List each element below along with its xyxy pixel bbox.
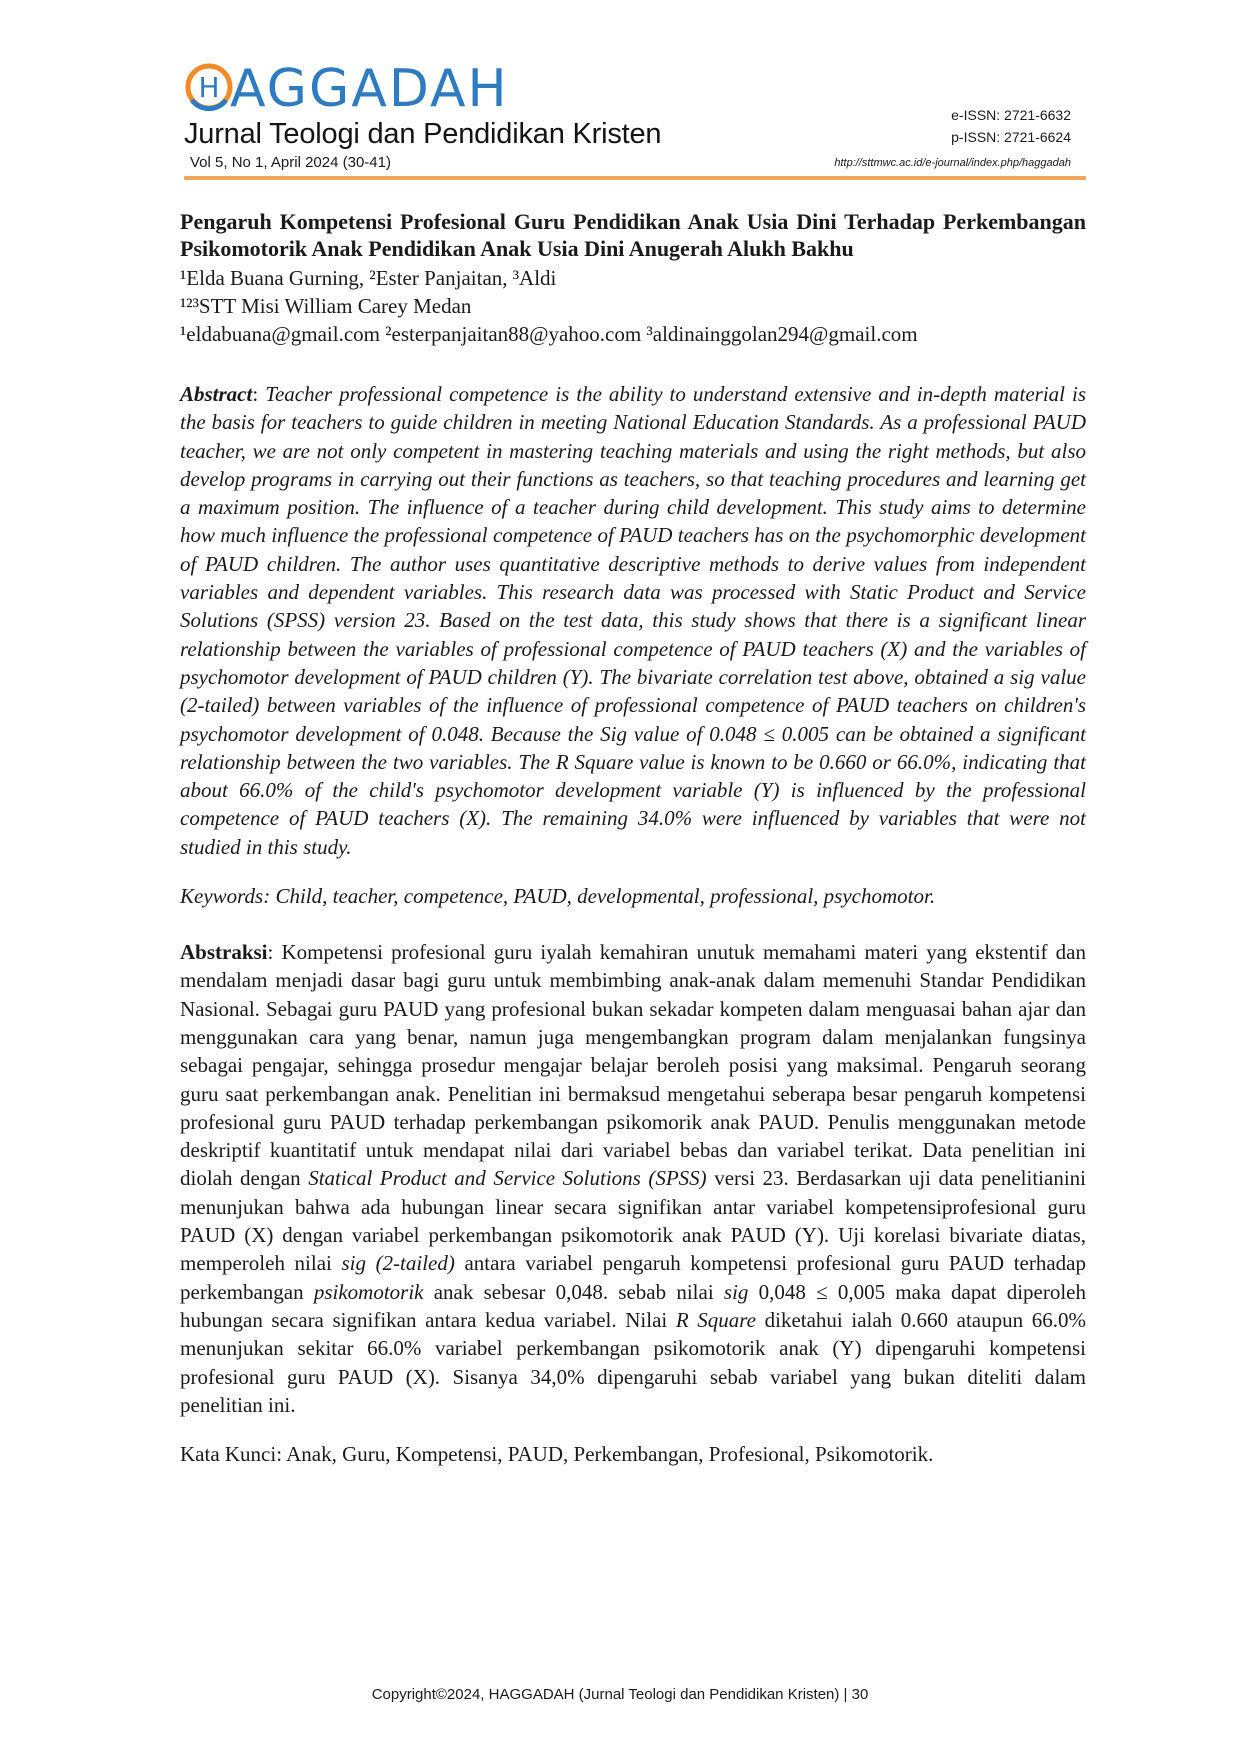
abstract-id-italic-5: R Square [675, 1307, 756, 1332]
eissn: e-ISSN: 2721-6632 [951, 107, 1071, 123]
article-authors: ¹Elda Buana Gurning, ²Ester Panjaitan, ³Aldi [180, 266, 557, 290]
abstract-id-italic-3: psikomotorik [313, 1279, 424, 1304]
logo-wordmark: AGGADAH [230, 59, 509, 119]
abstract-en-label: Abstract [180, 382, 253, 406]
keywords-indonesian: Kata Kunci: Anak, Guru, Kompetensi, PAUD, Perkembangan, Profesional, Psikomotorik. [180, 1442, 934, 1467]
journal-subtitle: Jurnal Teologi dan Pendidikan Kristen [184, 118, 662, 150]
volume-info: Vol 5, No 1, April 2024 (30-41) [190, 154, 391, 171]
article-emails: ¹eldabuana@gmail.com ²esterpanjaitan88@yahoo.com ³aldinainggolan294@gmail.com [180, 322, 918, 346]
abstract-id-text-4: anak sebesar 0,048. sebab nilai [423, 1279, 724, 1304]
pissn: p-ISSN: 2721-6624 [951, 129, 1071, 145]
abstract-id-italic-1: Statical Product and Service Solutions (SPSS) [308, 1166, 707, 1191]
keywords-english: Keywords: Child, teacher, competence, PAUD, developmental, professional, psychomotor. [180, 884, 936, 909]
journal-url[interactable]: http://sttmwc.ac.id/e-journal/index.php/haggadah [834, 157, 1071, 169]
abstract-id-label: Abstraksi [180, 940, 268, 965]
abstract-id-text-5: 0,048 ≤ 0,005 maka dapat diperoleh hubungan secara signifikan antara kedua variabel. Nilai [180, 1279, 1086, 1332]
article-title: Pengaruh Kompetensi Profesional Guru Pendidikan Anak Usia Dini Terhadap Perkembangan Psikomotorik Anak Pendidikan Anak Usia Dini Anugerah Alukh Bakhu [180, 209, 1086, 261]
abstract-en-colon: : [252, 382, 259, 406]
article-body [180, 208, 1086, 1468]
page-footer: Copyright©2024, HAGGADAH (Jurnal Teologi dan Pendidikan Kristen) | 30 [371, 1686, 869, 1703]
abstract-id-italic-2: sig (2-tailed) [341, 1251, 455, 1276]
abstract-id-text-6: diketahui ialah 0.660 ataupun 66.0% menunjukan sekitar 66.0% variabel perkembangan psikomotorik anak (Y) dipengaruhi kompetensi profesional guru PAUD (X). Sisanya 34,0% dipengaruhi sebab variabel yang bukan diteliti dalam penelitian ini. [180, 1307, 1086, 1417]
abstract-en-text: Teacher professional competence is the ability to understand extensive and in-depth material is the basis for teachers to guide children in meeting National Education Standards. As a professional PAUD teacher, we are not only competent in mastering teaching materials and using the right methods, but also develop programs in carrying out their functions as teachers, so that teaching procedures and learning get a maximum position. The influence of a teacher during child development. This study aims to determine how much influence the professional competence of PAUD teachers has on the psychomorphic development of PAUD children. The author uses quantitative descriptive methods to derive values from independent variables and dependent variables. This research data was processed with Static Product and Service Solutions (SPSS) version 23. Based on the test data, this study shows that there is a significant linear relationship between the variables of professional competence of PAUD teachers (X) and the variables of psychomotor development of PAUD children (Y). The bivariate correlation test above, obtained a sig value (2-tailed) between variables of the influence of professional competence of PAUD teachers on children's psychomotor development of 0.048. Because the Sig value of 0.048 ≤ 0.005 can be obtained a significant relationship between the two variables. The R Square value is known to be 0.660 or 66.0%, indicating that about 66.0% of the child's psychomotor development variable (Y) is influenced by the professional competence of PAUD teachers (X). The remaining 34.0% were influenced by variables that were not studied in this study. [180, 382, 1086, 859]
logo-h-circle-icon [184, 62, 234, 112]
abstract-id-text-3: antara variabel pengaruh kompetensi profesional guru PAUD terhadap perkembangan [180, 1251, 1086, 1304]
abstract-id-text-2: versi 23. Berdasarkan uji data penelitianini menunjukan bahwa ada hubungan linear secara signifikan antar variabel kompetensiprofesional guru PAUD (X) dengan variabel perkembangan psikomotorik anak PAUD (Y). Uji korelasi bivariate diatas, memperoleh nilai [180, 1166, 1086, 1276]
abstract-id-italic-4: sig [723, 1279, 749, 1304]
issn-block [951, 104, 1071, 148]
logo-letter: H [198, 71, 220, 104]
abstract-english [180, 380, 1086, 861]
article-affiliation: ¹²³STT Misi William Carey Medan [180, 294, 472, 318]
header-divider [184, 176, 1086, 180]
abstract-id-text-1: : Kompetensi profesional guru iyalah kemahiran unutuk memahami materi yang ekstentif dan mendalam menjadi dasar bagi guru untuk membimbing anak-anak dalam memenuhi Standar Pendidikan Nasional. Sebagai guru PAUD yang profesional bukan sekadar kompeten dalam menguasai bahan ajar dan menggunakan cara yang benar, namun juga mengembangkan program dalam menjalankan fungsinya sebagai pengajar, sehingga prosedur mengajar belajar beroleh posisi yang maksimal. Pengaruh seorang guru saat perkembangan anak. Penelitian ini bermaksud mengetahui seberapa besar pengaruh kompetensi profesional guru PAUD terhadap perkembangan psikomorik anak PAUD. Penulis menggunakan metode deskriptif kuantitatif untuk mendapat nilai dari variabel bebas dan variabel terikat. Data penelitian ini diolah dengan [180, 940, 1086, 1191]
abstract-indonesian [180, 938, 1086, 1419]
